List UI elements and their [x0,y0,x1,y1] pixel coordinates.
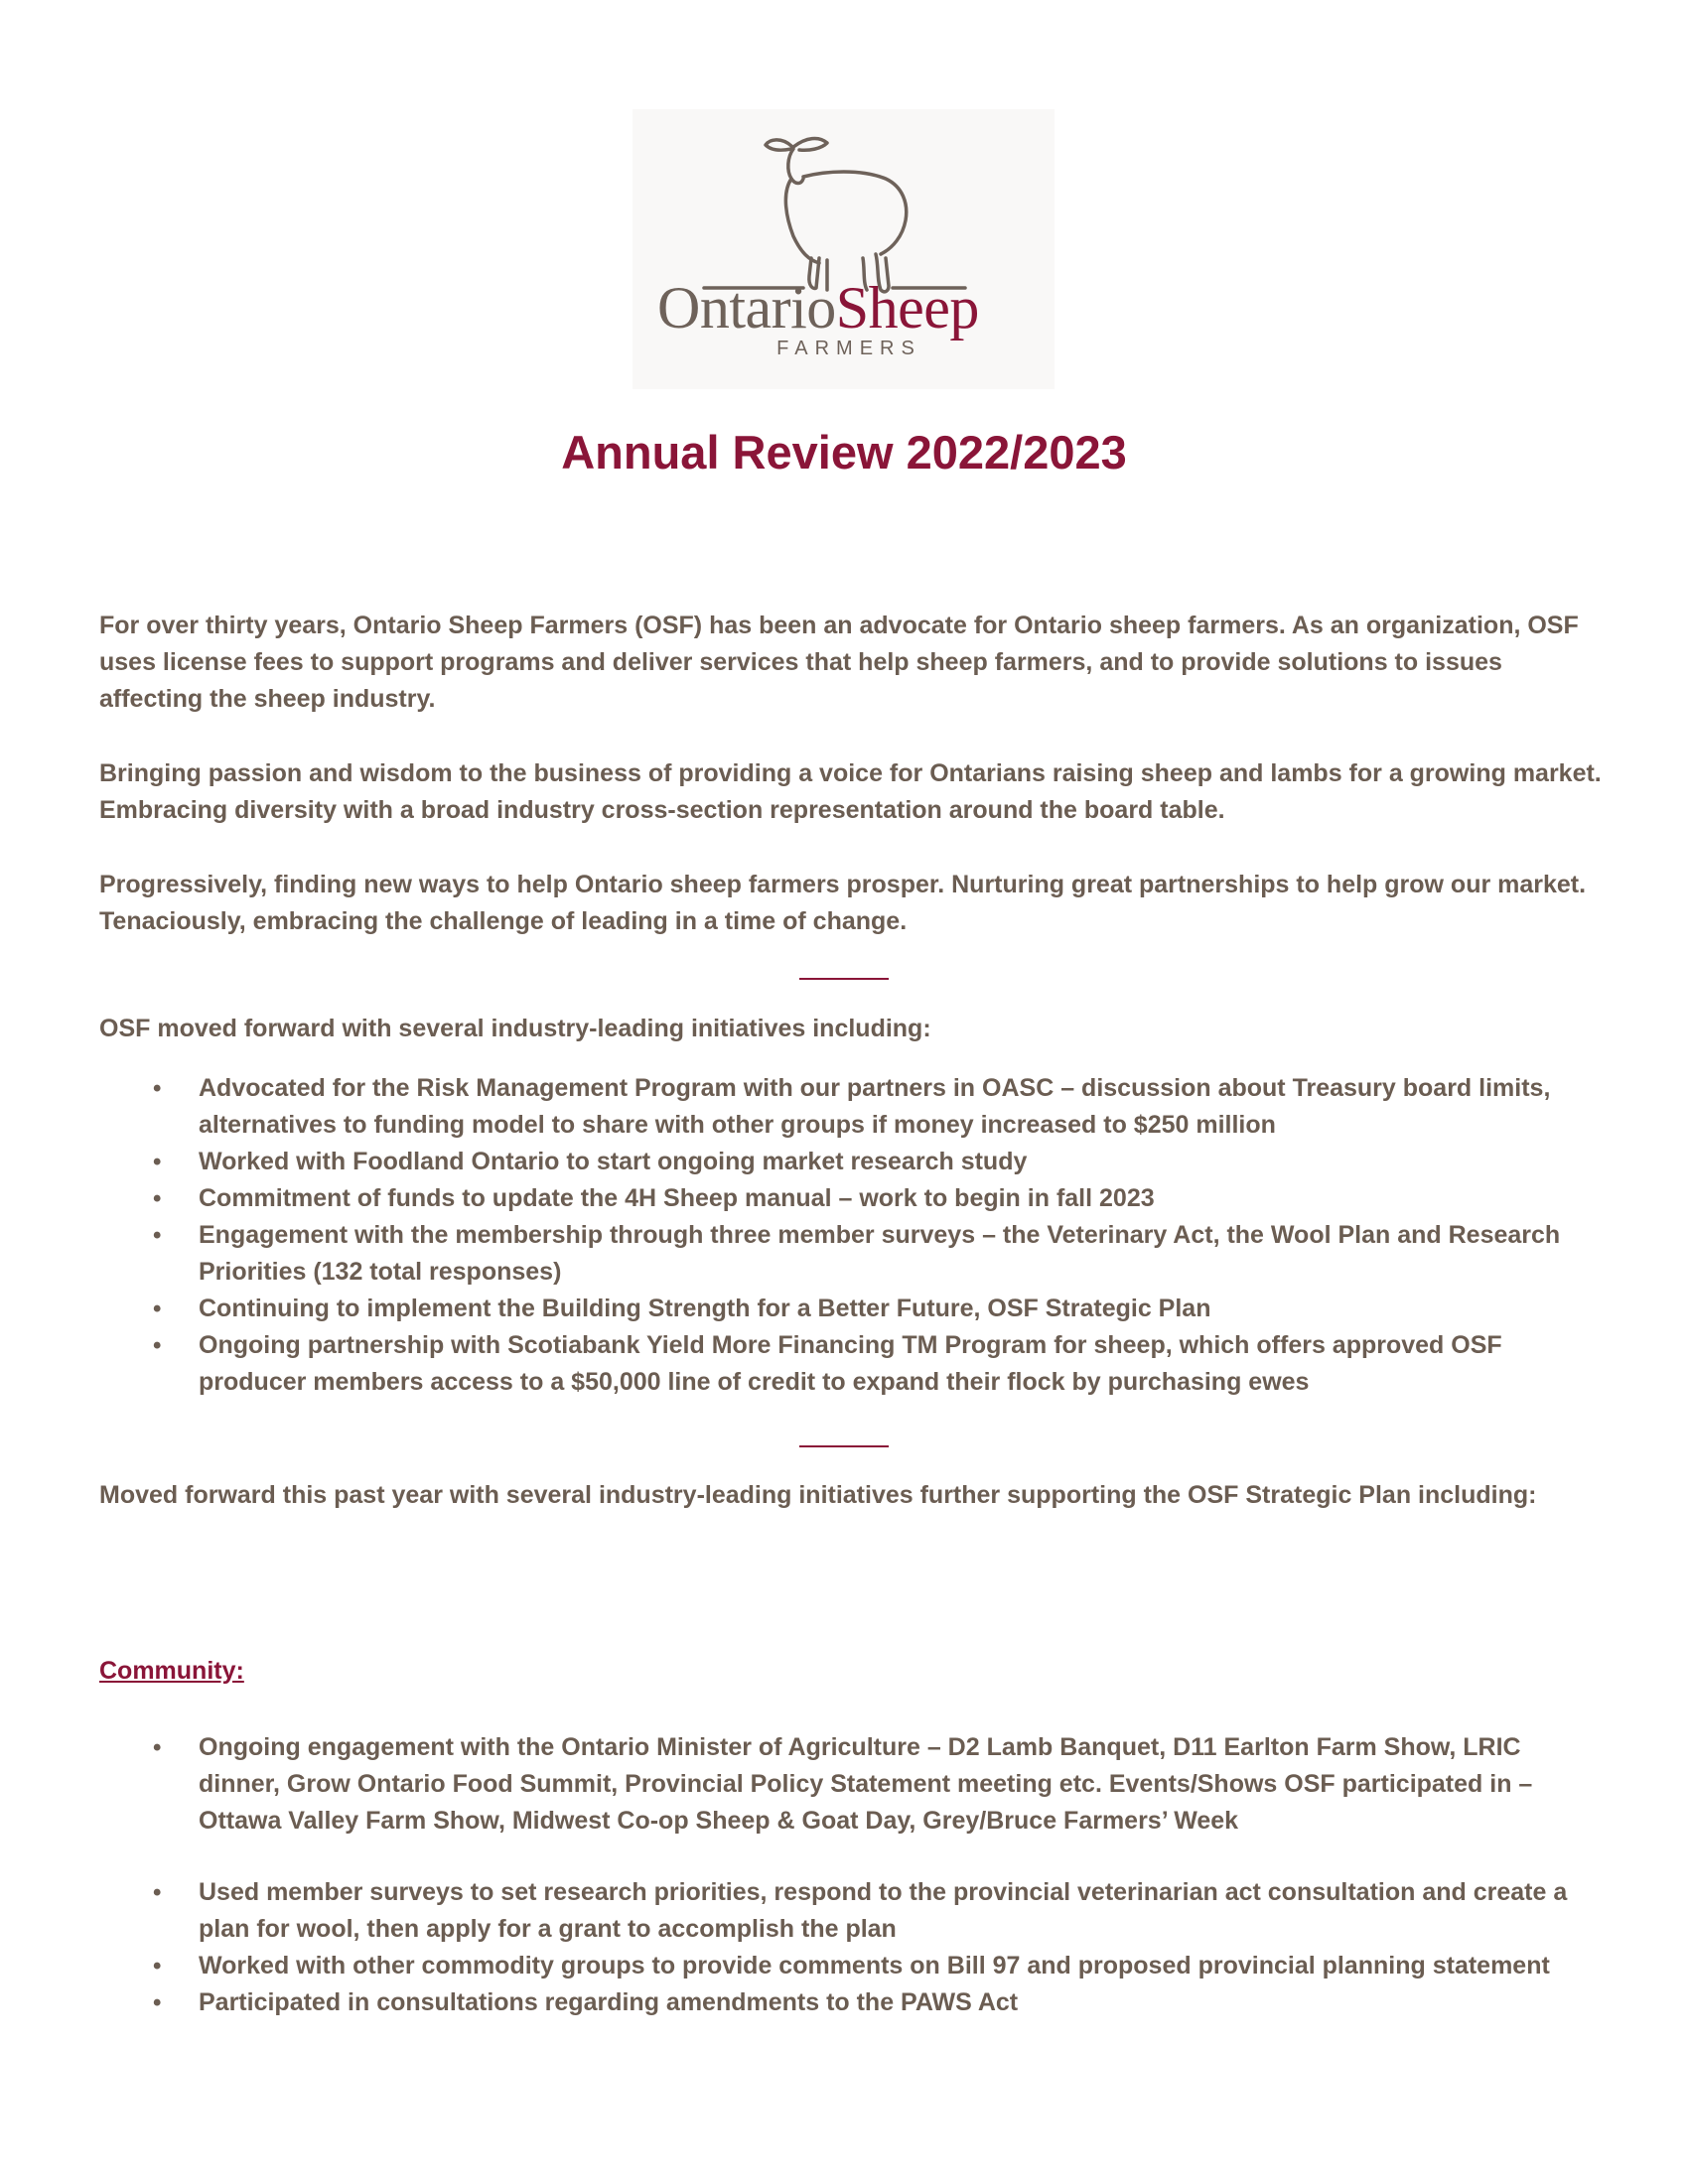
list-item [99,1729,1609,1840]
community-heading: Community: [99,1657,244,1685]
list-item-text: Advocated for the Risk Management Program with our partners in OASC – discussion about Treasury board limits, alternatives to funding model to share with other groups if money increased to $250 million [199,1074,1551,1139]
community-list [99,1729,1609,2021]
list-item [99,1144,1609,1180]
bullet-icon: • [153,1953,162,1979]
list-item-text: Worked with Foodland Ontario to start ongoing market research study [199,1148,1028,1175]
list-item-text: Ongoing engagement with the Ontario Minister of Agriculture – D2 Lamb Banquet, D11 Earlton Farm Show, LRIC dinner, Grow Ontario Food Summit, Provincial Policy Statement meeting etc. Events/Shows OSF participated in – Ottawa Valley Farm Show, Midwest Co-op Sheep & Goat Day, Grey/Bruce Farmers’ Week [199,1733,1533,1835]
bullet-icon: • [153,1296,162,1322]
initiatives-list [99,1070,1609,1401]
list-item [99,1984,1609,2021]
list-item-text: Continuing to implement the Building Strength for a Better Future, OSF Strategic Plan [199,1295,1211,1322]
bullet-icon: • [153,1075,162,1102]
logo-wordmark [657,275,1035,341]
logo-word-ontario: Ontario [657,275,836,341]
ontario-sheep-farmers-logo [633,109,1055,389]
list-item [99,1180,1609,1217]
page-title: Annual Review 2022/2023 [561,426,1127,478]
list-item [99,1327,1609,1401]
list-item [99,1874,1609,1948]
intro-paragraph-3: Progressively, finding new ways to help Ontario sheep farmers prosper. Nurturing great partnerships to help grow our market. Tenaciously, embracing the challenge of leading in a time of change. [99,871,1587,935]
intro-paragraph-1: For over thirty years, Ontario Sheep Farmers (OSF) has been an advocate for Ontario sheep farmers. As an organization, OSF uses license fees to support programs and deliver services that help sheep farmers, and to provide solutions to issues affecting the sheep industry. [99,612,1579,713]
bullet-icon: • [153,1149,162,1175]
bullet-icon: • [153,1989,162,2016]
section-divider [799,1445,889,1447]
list-item [99,1291,1609,1327]
list-item [99,1948,1609,1984]
list-item-text: Ongoing partnership with Scotiabank Yield More Financing TM Program for sheep, which offers approved OSF producer members access to a $50,000 line of credit to expand their flock by purchasing ewes [199,1331,1502,1396]
list-item [99,1070,1609,1144]
list-item-text: Worked with other commodity groups to provide comments on Bill 97 and proposed provincial planning statement [199,1952,1550,1979]
list-item-text: Engagement with the membership through three member surveys – the Veterinary Act, the Wool Plan and Research Priorities (132 total responses) [199,1221,1561,1286]
bullet-icon: • [153,1222,162,1249]
logo-subtitle: FARMERS [776,338,921,359]
bullet-icon: • [153,1879,162,1906]
strategic-plan-lead: Moved forward this past year with several industry-leading initiatives further supporting the OSF Strategic Plan including: [99,1481,1537,1509]
bullet-icon: • [153,1185,162,1212]
list-item-text: Commitment of funds to update the 4H Sheep manual – work to begin in fall 2023 [199,1184,1155,1212]
logo-word-sheep: Sheep [835,275,979,341]
list-item [99,1217,1609,1291]
intro-paragraph-2: Bringing passion and wisdom to the business of providing a voice for Ontarians raising sheep and lambs for a growing market. Embracing diversity with a broad industry cross-section representation around the board table. [99,759,1602,824]
initiatives-lead: OSF moved forward with several industry-leading initiatives including: [99,1015,931,1042]
list-item-text: Participated in consultations regarding amendments to the PAWS Act [199,1988,1019,2016]
section-divider [799,978,889,980]
bullet-icon: • [153,1734,162,1761]
bullet-icon: • [153,1332,162,1359]
list-item-text: Used member surveys to set research priorities, respond to the provincial veterinarian act consultation and create a plan for wool, then apply for a grant to accomplish the plan [199,1878,1568,1943]
